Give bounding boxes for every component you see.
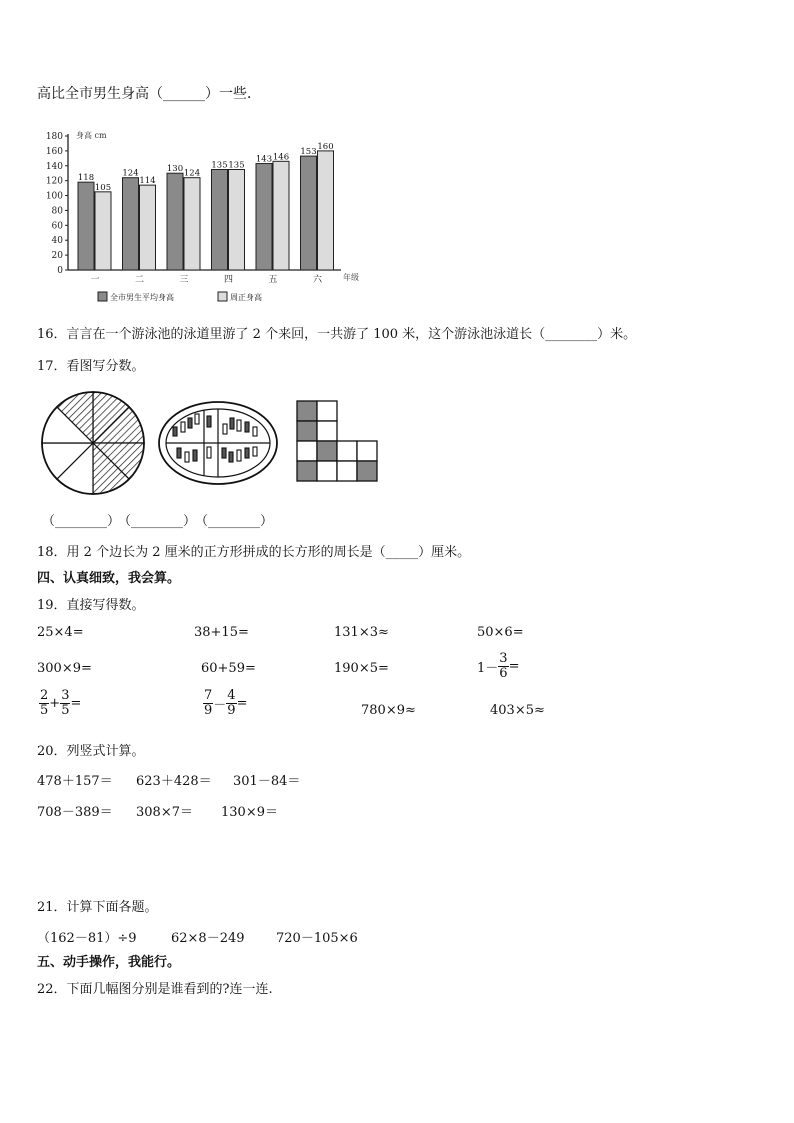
bar (229, 170, 245, 271)
bar (95, 192, 111, 270)
q17-blank-3: （________） (195, 514, 274, 529)
ellipse-fraction-figure (157, 400, 279, 486)
fraction (39, 689, 49, 718)
q19-suffix: = (70, 696, 82, 711)
bar (167, 173, 183, 270)
legend-label: 全市男生平均身高 (110, 293, 174, 302)
q18-text: 18．用 2 个边长为 2 厘米的正方形拼成的长方形的周长是（_____）厘米。 (37, 545, 471, 560)
q20-item: 478＋157＝ (37, 774, 113, 789)
numerator: 3 (499, 651, 508, 666)
bar-value-label: 124 (183, 168, 201, 179)
q21-item: （162－81）÷9 (37, 931, 137, 946)
y-tick-label: 160 (45, 146, 63, 157)
denominator: 5 (61, 703, 70, 718)
y-tick-label: 180 (45, 132, 63, 142)
denominator: 5 (40, 703, 49, 718)
operator: + (49, 696, 61, 711)
bar (212, 170, 228, 271)
q19-item: 60+59= (201, 661, 256, 676)
y-tick-label: 100 (45, 191, 63, 202)
bar-value-label: 105 (94, 182, 112, 193)
q19-item: 131×3≈ (334, 625, 389, 640)
q19-item: 300×9= (37, 661, 92, 676)
q20-item: 308×7＝ (136, 805, 193, 820)
q17-blank-2: （________） (118, 514, 197, 529)
x-axis-label: 年级 (343, 273, 359, 282)
q20-text: 20．列竖式计算。 (37, 744, 145, 759)
section5-title: 五、动手操作，我能行。 (37, 955, 181, 970)
section4-title: 四、认真细致，我会算。 (37, 571, 181, 586)
fraction (203, 689, 213, 718)
q19-item: 780×9≈ (361, 703, 416, 718)
q19-item: 38+15= (194, 625, 249, 640)
q20-item: 708－389＝ (37, 805, 113, 820)
bar-value-label: 143 (255, 154, 273, 165)
q19-item: 190×5= (334, 661, 389, 676)
bar (273, 161, 289, 270)
q20-item: 301－84＝ (233, 774, 301, 789)
bar-value-label: 135 (211, 160, 228, 171)
q21-item: 62×8－249 (171, 931, 245, 946)
legend-label: 周正身高 (230, 293, 262, 302)
q19-text: 19．直接写得数。 (37, 598, 145, 613)
q20-item: 623＋428＝ (136, 774, 212, 789)
fraction (60, 689, 70, 718)
bar-value-label: 160 (317, 141, 334, 152)
q22-text: 22．下面几幅图分别是谁看到的?连一连. (37, 982, 273, 997)
bar-value-label: 135 (228, 160, 245, 171)
x-tick-label: 六 (312, 275, 323, 285)
bar-value-label: 118 (77, 173, 95, 184)
x-tick-label: 二 (134, 275, 145, 285)
legend-swatch (98, 292, 107, 301)
y-axis-label: 身高 cm (76, 131, 107, 140)
q20-item: 130×9＝ (221, 805, 278, 820)
q17-text: 17．看图写分数。 (37, 359, 145, 374)
bar-value-label: 124 (122, 168, 139, 179)
numerator: 2 (40, 688, 49, 703)
q19-item: 25×4= (37, 625, 84, 640)
bar (184, 178, 200, 270)
bar (78, 182, 94, 270)
y-tick-label: 0 (57, 266, 63, 276)
x-tick-label: 四 (223, 275, 234, 285)
bar (301, 156, 317, 270)
x-tick-label: 一 (90, 275, 100, 285)
bar (123, 178, 139, 270)
q19-item: 50×6= (477, 625, 524, 640)
bar-value-label: 146 (272, 152, 290, 163)
q19-item: 403×5≈ (490, 703, 545, 718)
q19-suffix: = (508, 659, 520, 674)
numerator: 3 (61, 688, 70, 703)
bar-value-label: 153 (300, 147, 317, 158)
y-tick-label: 60 (51, 221, 63, 232)
q17-blank-1: （________） (42, 514, 121, 529)
operator: － (213, 698, 227, 713)
x-tick-label: 三 (179, 275, 189, 285)
bar (140, 185, 156, 270)
fraction (226, 689, 236, 718)
y-tick-label: 140 (45, 161, 63, 172)
q21-text: 21．计算下面各题。 (37, 900, 158, 915)
numerator: 4 (227, 688, 236, 703)
denominator: 6 (499, 666, 508, 681)
q19-suffix: = (236, 696, 248, 711)
x-tick-label: 五 (268, 275, 278, 285)
bar-value-label: 130 (166, 164, 184, 175)
denominator: 9 (204, 703, 213, 718)
q19-fraction-item (477, 652, 519, 681)
grid-fraction-figure (296, 400, 378, 482)
fraction (498, 652, 508, 681)
y-tick-label: 80 (51, 206, 63, 217)
bar (318, 151, 334, 270)
q16-text: 16．言言在一个游泳池的泳道里游了 2 个来回，一共游了 100 米，这个游泳池泳道长（________）米。 (37, 327, 637, 342)
y-tick-label: 20 (51, 251, 63, 262)
numerator: 7 (204, 688, 213, 703)
bar (256, 164, 272, 270)
q19-prefix: 1－ (477, 661, 499, 676)
y-tick-label: 40 (51, 236, 63, 247)
q21-item: 720－105×6 (276, 931, 358, 946)
bar-value-label: 114 (139, 176, 156, 187)
q19-fraction-item (39, 689, 81, 718)
y-tick-label: 120 (45, 176, 63, 187)
legend-swatch (218, 292, 227, 301)
circle-fraction-figure (40, 390, 146, 496)
height-bar-chart (36, 130, 366, 308)
denominator: 9 (227, 703, 236, 718)
q19-fraction-item (203, 689, 247, 718)
q15-text: 高比全市男生身高（______）一些． (37, 86, 261, 102)
